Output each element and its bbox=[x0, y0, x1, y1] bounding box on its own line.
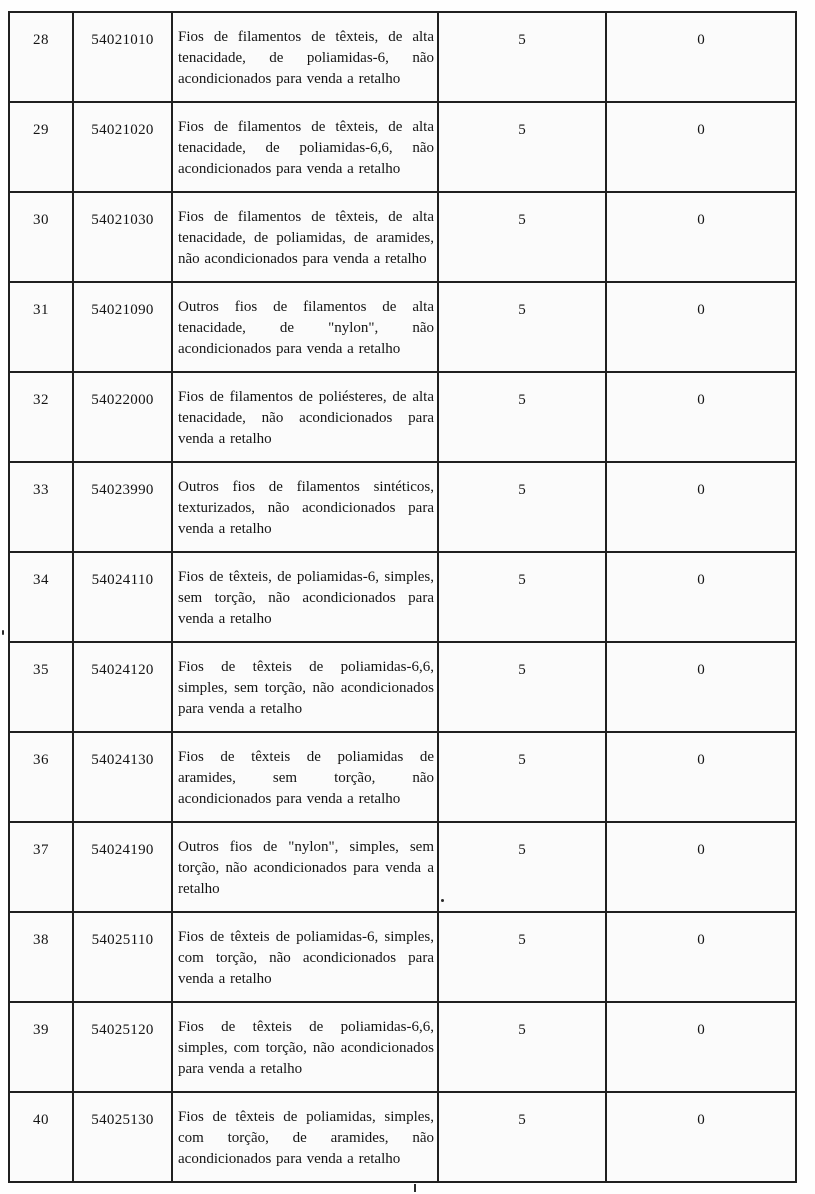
table-row bbox=[9, 462, 796, 552]
table-row bbox=[9, 102, 796, 192]
table-row bbox=[9, 822, 796, 912]
row-number-cell: 34 bbox=[9, 552, 73, 642]
value-cell: 0 bbox=[606, 192, 796, 282]
value-cell: 0 bbox=[606, 282, 796, 372]
rate-cell: 5 bbox=[438, 912, 606, 1002]
row-number-cell: 30 bbox=[9, 192, 73, 282]
tariff-table bbox=[8, 11, 797, 1183]
description-cell: Fios de têxteis, de poliamidas-6, simples, sem torção, não acondicionados para venda a retalho bbox=[172, 552, 438, 642]
description-cell: Fios de têxteis de poliamidas, simples, com torção, de aramides, não acondicionados para venda a retalho bbox=[172, 1092, 438, 1182]
ncm-code-cell: 54021020 bbox=[73, 102, 172, 192]
row-number-cell: 32 bbox=[9, 372, 73, 462]
rate-cell: 5 bbox=[438, 12, 606, 102]
description-cell: Outros fios de filamentos sintéticos, texturizados, não acondicionados para venda a retalho bbox=[172, 462, 438, 552]
rate-cell: 5 bbox=[438, 282, 606, 372]
table-row bbox=[9, 732, 796, 822]
ncm-code-cell: 54025130 bbox=[73, 1092, 172, 1182]
value-cell: 0 bbox=[606, 822, 796, 912]
rate-cell: 5 bbox=[438, 462, 606, 552]
ncm-code-cell: 54025120 bbox=[73, 1002, 172, 1092]
rate-cell: 5 bbox=[438, 822, 606, 912]
ncm-code-cell: 54021090 bbox=[73, 282, 172, 372]
table-row bbox=[9, 12, 796, 102]
value-cell: 0 bbox=[606, 462, 796, 552]
table-row bbox=[9, 912, 796, 1002]
table-row bbox=[9, 642, 796, 732]
row-number-cell: 40 bbox=[9, 1092, 73, 1182]
ncm-code-cell: 54024190 bbox=[73, 822, 172, 912]
ncm-code-cell: 54024110 bbox=[73, 552, 172, 642]
table-row bbox=[9, 372, 796, 462]
table-row bbox=[9, 192, 796, 282]
table-row bbox=[9, 1002, 796, 1092]
scan-artifact bbox=[414, 1184, 416, 1192]
value-cell: 0 bbox=[606, 642, 796, 732]
rate-cell: 5 bbox=[438, 102, 606, 192]
value-cell: 0 bbox=[606, 1002, 796, 1092]
rate-cell: 5 bbox=[438, 732, 606, 822]
tariff-table-body bbox=[9, 12, 796, 1182]
value-cell: 0 bbox=[606, 552, 796, 642]
row-number-cell: 38 bbox=[9, 912, 73, 1002]
rate-cell: 5 bbox=[438, 1002, 606, 1092]
description-cell: Fios de têxteis de poliamidas de aramides, sem torção, não acondicionados para venda a retalho bbox=[172, 732, 438, 822]
description-cell: Fios de têxteis de poliamidas-6,6, simples, sem torção, não acondicionados para venda a retalho bbox=[172, 642, 438, 732]
description-cell: Fios de filamentos de têxteis, de alta tenacidade, de poliamidas-6,6, não acondicionados para venda a retalho bbox=[172, 102, 438, 192]
table-row bbox=[9, 1092, 796, 1182]
row-number-cell: 36 bbox=[9, 732, 73, 822]
table-row bbox=[9, 552, 796, 642]
description-cell: Fios de filamentos de têxteis, de alta tenacidade, de poliamidas-6, não acondicionados para venda a retalho bbox=[172, 12, 438, 102]
ncm-code-cell: 54021010 bbox=[73, 12, 172, 102]
rate-cell: 5 bbox=[438, 552, 606, 642]
rate-cell: 5 bbox=[438, 372, 606, 462]
value-cell: 0 bbox=[606, 912, 796, 1002]
row-number-cell: 31 bbox=[9, 282, 73, 372]
value-cell: 0 bbox=[606, 102, 796, 192]
description-cell: Outros fios de "nylon", simples, sem torção, não acondicionados para venda a retalho bbox=[172, 822, 438, 912]
row-number-cell: 39 bbox=[9, 1002, 73, 1092]
rate-cell: 5 bbox=[438, 1092, 606, 1182]
row-number-cell: 28 bbox=[9, 12, 73, 102]
scan-artifact bbox=[441, 899, 444, 902]
value-cell: 0 bbox=[606, 1092, 796, 1182]
description-cell: Fios de filamentos de poliésteres, de alta tenacidade, não acondicionados para venda a retalho bbox=[172, 372, 438, 462]
description-cell: Fios de filamentos de têxteis, de alta tenacidade, de poliamidas, de aramides, não acondicionados para venda a retalho bbox=[172, 192, 438, 282]
row-number-cell: 33 bbox=[9, 462, 73, 552]
rate-cell: 5 bbox=[438, 642, 606, 732]
ncm-code-cell: 54025110 bbox=[73, 912, 172, 1002]
rate-cell: 5 bbox=[438, 192, 606, 282]
value-cell: 0 bbox=[606, 12, 796, 102]
row-number-cell: 29 bbox=[9, 102, 73, 192]
row-number-cell: 35 bbox=[9, 642, 73, 732]
table-row bbox=[9, 282, 796, 372]
ncm-code-cell: 54021030 bbox=[73, 192, 172, 282]
ncm-code-cell: 54024120 bbox=[73, 642, 172, 732]
ncm-code-cell: 54023990 bbox=[73, 462, 172, 552]
description-cell: Fios de têxteis de poliamidas-6,6, simples, com torção, não acondicionados para venda a retalho bbox=[172, 1002, 438, 1092]
row-number-cell: 37 bbox=[9, 822, 73, 912]
value-cell: 0 bbox=[606, 732, 796, 822]
value-cell: 0 bbox=[606, 372, 796, 462]
description-cell: Outros fios de filamentos de alta tenacidade, de "nylon", não acondicionados para venda a retalho bbox=[172, 282, 438, 372]
ncm-code-cell: 54024130 bbox=[73, 732, 172, 822]
description-cell: Fios de têxteis de poliamidas-6, simples, com torção, não acondicionados para venda a retalho bbox=[172, 912, 438, 1002]
ncm-code-cell: 54022000 bbox=[73, 372, 172, 462]
scan-artifact bbox=[2, 630, 4, 635]
